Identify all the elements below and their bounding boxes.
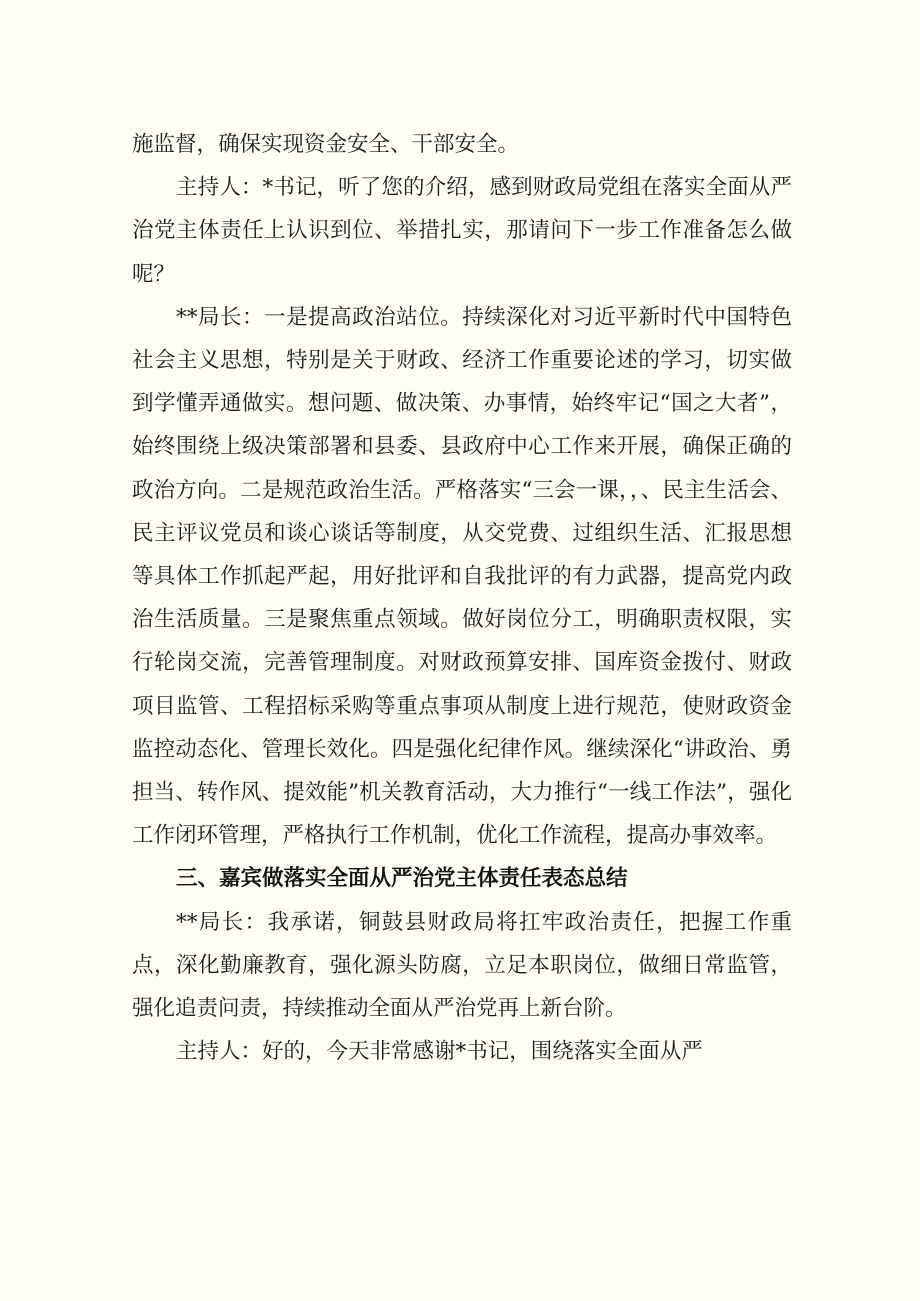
paragraph-continuation: 施监督，确保实现资金安全、干部安全。 xyxy=(132,132,520,157)
paragraph-director-pledge: **局长：我承诺，铜鼓县财政局将扛牢政治责任，把握工作重点，深化勤廉教育，强化源头防腐，立足本职岗位，做细日常监管，强化追责问责，持续推动全面从严治党再上新台阶。 xyxy=(132,909,792,1022)
paragraph-director-answer: **局长：一是提高政治站位。持续深化对习近平新时代中国特色社会主义思想，特别是关于财政、经济工作重要论述的学习，切实做到学懂弄通做实。想问题、做决策、办事情，始终牢记“国之大者”，始终围绕上级决策部署和县委、县政府中心工作来开展，确保正确的政治方向。二是规范政治生活。严格落实“三会一课，，、民主生活会、民主评议党员和谈心谈话等制度，从交党费、过组织生活、汇报思想等具体工作抓起严起，用好批评和自我批评的有力武器，提高党内政治生活质量。三是聚焦重点领域。做好岗位分工，明确职责权限，实行轮岗交流，完善管理制度。对财政预算安排、国库资金拨付、财政项目监管、工程招标采购等重点事项从制度上进行规范，使财政资金监控动态化、管理长效化。四是强化纪律作风。继续深化“讲政治、勇担当、转作风、提效能”机关教育活动，大力推行“一线工作法”，强化工作闭环管理，严格执行工作机制，优化工作流程，提高办事效率。 xyxy=(132,304,792,849)
paragraph-host-closing: 主持人：好的，今天非常感谢*书记，围绕落实全面从严 xyxy=(176,1039,703,1065)
document-body xyxy=(132,123,792,1073)
section-heading: 三、嘉宾做落实全面从严治党主体责任表态总结 xyxy=(176,866,628,892)
paragraph-host-question: 主持人：*书记，听了您的介绍，感到财政局党组在落实全面从严治党主体责任上认识到位、举措扎实，那请问下一步工作准备怎么做呢？ xyxy=(132,175,792,287)
